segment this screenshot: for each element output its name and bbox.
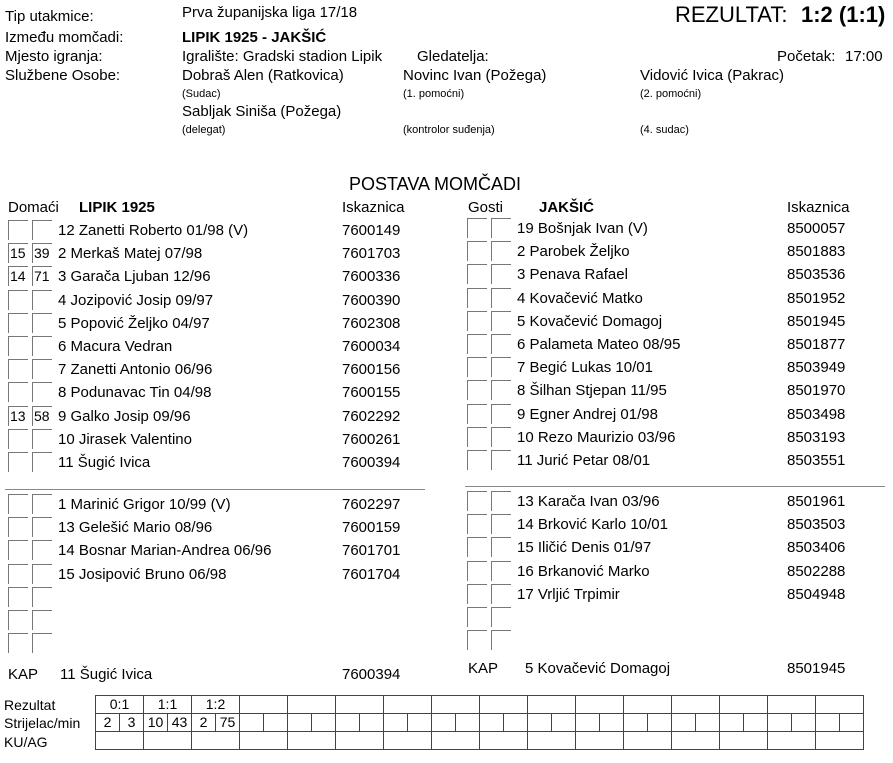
player-id: 7601704	[342, 565, 401, 583]
empty-cell	[840, 714, 864, 732]
player-id: 8501961	[787, 493, 846, 510]
home-divider	[5, 489, 425, 490]
empty-cell	[624, 714, 648, 732]
scorer-cell: 10	[144, 714, 168, 732]
player-name: 12 Zanetti Roberto 01/98 (V)	[58, 222, 249, 239]
empty-cell	[240, 696, 288, 714]
officials-label: Službene Osobe:	[5, 67, 121, 84]
minute-box	[491, 311, 511, 331]
minute-box	[32, 610, 52, 630]
kuag-cell	[672, 732, 720, 750]
empty-cell	[336, 714, 360, 732]
official-role: (delegat)	[182, 124, 226, 136]
player-id: 8501952	[787, 289, 846, 307]
kuag-cell	[432, 732, 480, 750]
player-id: 8501970	[787, 382, 846, 400]
number-box	[467, 491, 487, 511]
number-box	[8, 564, 28, 584]
number-box	[8, 452, 28, 472]
number-box	[8, 633, 28, 653]
minute-box	[491, 288, 511, 308]
away-id-header: Iskaznica	[787, 199, 850, 216]
match-type-value: Prva županijska liga 17/18	[182, 4, 358, 21]
number-box	[8, 382, 28, 402]
kuag-cell	[336, 732, 384, 750]
minute-box	[32, 517, 52, 537]
number-box	[8, 220, 28, 240]
result-row-label: Rezultat	[4, 697, 56, 713]
number-box	[467, 450, 487, 470]
empty-cell	[384, 696, 432, 714]
player-id: 7602308	[342, 314, 401, 332]
number-box	[467, 334, 487, 354]
number-box	[467, 404, 487, 424]
player-name: 8 Podunavac Tin 04/98	[58, 384, 212, 402]
home-kap-id: 7600394	[342, 666, 401, 683]
minute-box	[32, 494, 52, 514]
empty-cell	[720, 696, 768, 714]
match-type-label: Tip utakmice:	[5, 8, 94, 25]
kuag-cell	[768, 732, 816, 750]
player-id: 8503406	[787, 539, 846, 557]
player-id: 7601701	[342, 542, 401, 560]
empty-cell	[336, 696, 384, 714]
player-id: 8503503	[787, 516, 846, 534]
away-divider	[465, 486, 885, 487]
official-name: Vidović Ivica (Pakrac)	[640, 67, 784, 84]
minute-box: 58	[32, 406, 52, 426]
away-kap-player: 5 Kovačević Domagoj	[525, 660, 671, 677]
empty-cell	[264, 714, 288, 732]
minute-box	[32, 359, 52, 379]
empty-cell	[768, 714, 792, 732]
minute-box	[491, 584, 511, 604]
number-box	[467, 607, 487, 627]
empty-cell	[480, 696, 528, 714]
minute-box	[32, 429, 52, 449]
player-id: 8501883	[787, 243, 846, 261]
player-name: 6 Macura Vedran	[58, 338, 173, 355]
player-name: 10 Jirasek Valentino	[58, 430, 192, 448]
empty-cell	[528, 696, 576, 714]
player-id: 8501945	[787, 312, 846, 330]
kuag-cell	[384, 732, 432, 750]
minute-box	[491, 607, 511, 627]
minute-box	[32, 633, 52, 653]
minute-box	[32, 290, 52, 310]
player-id: 7601703	[342, 245, 401, 263]
number-box	[8, 610, 28, 630]
minute-box	[32, 382, 52, 402]
empty-cell	[288, 696, 336, 714]
home-kap-player: 11 Šugić Ivica	[60, 666, 153, 683]
player-name: 14 Brković Karlo 10/01	[517, 516, 668, 534]
player-id: 7602292	[342, 407, 401, 425]
kuag-cell	[816, 732, 864, 750]
player-id: 7600394	[342, 454, 401, 471]
minute-box	[32, 564, 52, 584]
player-name: 11 Jurić Petar 08/01	[517, 452, 651, 469]
home-side-label: Domaći	[8, 199, 59, 216]
minute-box	[32, 336, 52, 356]
player-id: 8503949	[787, 359, 846, 377]
empty-cell	[768, 696, 816, 714]
start-label: Početak:	[777, 48, 836, 65]
player-name: 3 Penava Rafael	[517, 266, 628, 284]
player-id: 7600034	[342, 338, 401, 355]
minute-box	[32, 452, 52, 472]
minute-box	[491, 218, 511, 238]
player-name: 4 Kovačević Matko	[517, 289, 643, 307]
kuag-row-label: KU/AG	[4, 734, 48, 750]
minute-box	[491, 334, 511, 354]
empty-cell	[240, 714, 264, 732]
minute-box	[491, 357, 511, 377]
empty-cell	[456, 714, 480, 732]
minute-box	[32, 220, 52, 240]
minute-box	[491, 380, 511, 400]
number-box	[8, 494, 28, 514]
empty-cell	[648, 714, 672, 732]
minute-box	[491, 537, 511, 557]
away-kap-label: KAP	[468, 660, 499, 677]
player-id: 7600159	[342, 519, 401, 537]
player-name: 9 Galko Josip 09/96	[58, 407, 191, 425]
empty-cell	[600, 714, 624, 732]
kuag-cell	[528, 732, 576, 750]
player-id: 7602297	[342, 496, 401, 513]
player-name: 16 Brkanović Marko	[517, 562, 650, 580]
player-name: 7 Begić Lukas 10/01	[517, 359, 653, 377]
number-box	[8, 429, 28, 449]
minute-box	[491, 404, 511, 424]
empty-cell	[672, 714, 696, 732]
player-name: 1 Marinić Grigor 10/99 (V)	[58, 496, 231, 513]
player-name: 13 Karača Ivan 03/96	[517, 493, 660, 510]
lineup-title: POSTAVA MOMČADI	[349, 174, 522, 194]
minute-box	[491, 491, 511, 511]
official-role: (2. pomoćni)	[640, 88, 702, 100]
number-box	[8, 517, 28, 537]
kuag-cell	[480, 732, 528, 750]
player-name: 4 Jozipović Josip 09/97	[58, 291, 214, 309]
start-value: 17:00	[845, 48, 883, 65]
away-side-label: Gosti	[468, 199, 504, 216]
scorer-row-label: Strijelac/min	[4, 715, 81, 731]
empty-cell	[480, 714, 504, 732]
number-box	[467, 630, 487, 650]
player-name: 2 Parobek Željko	[517, 243, 630, 261]
empty-cell	[312, 714, 336, 732]
empty-cell	[576, 714, 600, 732]
player-id: 8503551	[787, 452, 846, 469]
player-name: 14 Bosnar Marian-Andrea 06/96	[58, 542, 272, 560]
scorer-cell: 43	[168, 714, 192, 732]
minute-box	[491, 514, 511, 534]
number-box	[8, 290, 28, 310]
number-box	[467, 241, 487, 261]
spectators-label: Gledatelja:	[417, 48, 489, 65]
number-box	[467, 514, 487, 534]
empty-cell	[720, 714, 744, 732]
kuag-cell	[576, 732, 624, 750]
scorer-cell: 75	[216, 714, 240, 732]
empty-cell	[624, 696, 672, 714]
minute-box	[491, 561, 511, 581]
kuag-cell	[288, 732, 336, 750]
number-box	[467, 288, 487, 308]
player-name: 19 Bošnjak Ivan (V)	[517, 220, 648, 237]
number-box	[467, 427, 487, 447]
player-name: 5 Popović Željko 04/97	[58, 314, 210, 332]
player-name: 3 Garača Ljuban 12/96	[58, 268, 211, 286]
number-box: 13	[8, 406, 28, 426]
minute-box	[491, 630, 511, 650]
empty-cell	[528, 714, 552, 732]
number-box	[467, 584, 487, 604]
kuag-cell	[144, 732, 192, 750]
player-name: 5 Kovačević Domagoj	[517, 312, 663, 330]
number-box	[467, 311, 487, 331]
kuag-cell	[192, 732, 240, 750]
between-value: LIPIK 1925 - JAKŠIĆ	[182, 29, 327, 46]
number-box	[467, 264, 487, 284]
player-name: 8 Šilhan Stjepan 11/95	[517, 382, 667, 400]
player-name: 10 Rezo Maurizio 03/96	[517, 428, 676, 446]
venue-value: Igralište: Gradski stadion Lipik	[182, 48, 383, 65]
empty-cell	[792, 714, 816, 732]
score-cell: 1:1	[144, 696, 192, 714]
score-cell: 0:1	[96, 696, 144, 714]
away-kap-id: 8501945	[787, 660, 846, 677]
player-name: 17 Vrljić Trpimir	[517, 585, 620, 603]
number-box	[467, 380, 487, 400]
venue-label: Mjesto igranja:	[5, 48, 103, 65]
empty-cell	[288, 714, 312, 732]
player-id: 8504948	[787, 585, 846, 603]
kuag-cell	[720, 732, 768, 750]
empty-cell	[408, 714, 432, 732]
number-box: 14	[8, 266, 28, 286]
player-id: 8501877	[787, 336, 846, 353]
player-id: 7600336	[342, 268, 401, 286]
number-box	[8, 540, 28, 560]
away-team-name: JAKŠIĆ	[539, 199, 595, 216]
player-name: 13 Gelešić Mario 08/96	[58, 519, 213, 537]
official-role: (kontrolor suđenja)	[403, 124, 495, 136]
number-box	[8, 587, 28, 607]
empty-cell	[384, 714, 408, 732]
home-team-name: LIPIK 1925	[79, 199, 155, 216]
number-box	[467, 357, 487, 377]
kuag-cell	[240, 732, 288, 750]
player-name: 2 Merkaš Matej 07/98	[58, 245, 203, 263]
home-kap-label: KAP	[8, 666, 39, 683]
official-name: Dobraš Alen (Ratkovica)	[182, 67, 344, 84]
number-box: 15	[8, 243, 28, 263]
player-id: 8503536	[787, 266, 846, 284]
player-id: 7600149	[342, 222, 401, 239]
empty-cell	[504, 714, 528, 732]
player-id: 7600261	[342, 430, 401, 448]
score-cell: 1:2	[192, 696, 240, 714]
scorer-cell: 2	[96, 714, 120, 732]
result-grid	[95, 695, 864, 750]
between-label: Između momčadi:	[5, 29, 124, 46]
player-name: 15 Josipović Bruno 06/98	[58, 565, 227, 583]
empty-cell	[432, 696, 480, 714]
minute-box	[491, 427, 511, 447]
official-name: Novinc Ivan (Požega)	[403, 67, 547, 84]
minute-box	[32, 540, 52, 560]
result-label: REZULTAT:	[675, 2, 788, 27]
player-name: 11 Šugić Ivica	[58, 454, 151, 471]
number-box	[467, 537, 487, 557]
player-id: 8502288	[787, 562, 846, 580]
player-id: 7600155	[342, 384, 401, 402]
empty-cell	[816, 696, 864, 714]
empty-cell	[552, 714, 576, 732]
player-id: 8500057	[787, 220, 846, 237]
empty-cell	[360, 714, 384, 732]
official-role: (1. pomoćni)	[403, 88, 465, 100]
home-id-header: Iskaznica	[342, 199, 405, 216]
minute-box	[32, 313, 52, 333]
result-value: 1:2 (1:1)	[801, 2, 886, 27]
empty-cell	[744, 714, 768, 732]
official-name: Sabljak Siniša (Požega)	[182, 103, 342, 120]
player-name: 7 Zanetti Antonio 06/96	[58, 361, 213, 379]
number-box	[8, 313, 28, 333]
player-id: 7600156	[342, 361, 401, 379]
minute-box	[491, 450, 511, 470]
minute-box	[491, 264, 511, 284]
player-id: 8503193	[787, 428, 846, 446]
empty-cell	[432, 714, 456, 732]
player-name: 9 Egner Andrej 01/98	[517, 405, 658, 423]
official-role: (Sudac)	[182, 88, 221, 100]
empty-cell	[672, 696, 720, 714]
empty-cell	[696, 714, 720, 732]
empty-cell	[576, 696, 624, 714]
official-role: (4. sudac)	[640, 124, 689, 136]
kuag-cell	[624, 732, 672, 750]
empty-cell	[816, 714, 840, 732]
player-id: 7600390	[342, 291, 401, 309]
player-name: 6 Palameta Mateo 08/95	[517, 336, 681, 353]
player-id: 8503498	[787, 405, 846, 423]
minute-box: 39	[32, 243, 52, 263]
scorer-cell: 3	[120, 714, 144, 732]
number-box	[467, 561, 487, 581]
scorer-cell: 2	[192, 714, 216, 732]
minute-box	[32, 587, 52, 607]
minute-box: 71	[32, 266, 52, 286]
number-box	[467, 218, 487, 238]
player-name: 15 Iličić Denis 01/97	[517, 539, 652, 557]
kuag-cell	[96, 732, 144, 750]
minute-box	[491, 241, 511, 261]
number-box	[8, 359, 28, 379]
number-box	[8, 336, 28, 356]
